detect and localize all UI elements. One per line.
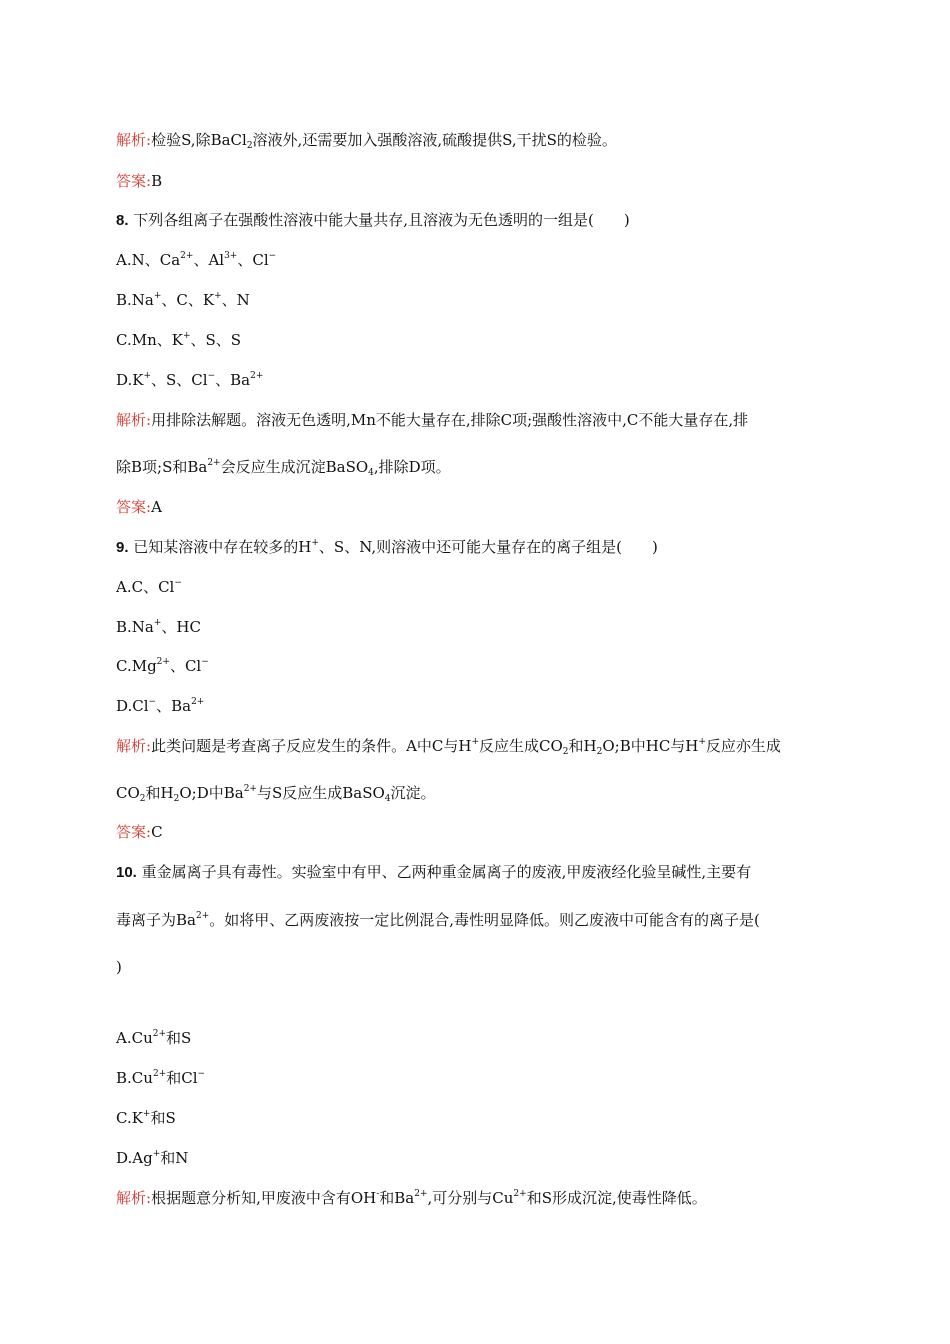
superscript: + (311, 538, 319, 548)
text-run: C (151, 823, 163, 841)
superscript: − (174, 578, 182, 588)
text-line (116, 457, 451, 477)
question-line (116, 537, 658, 558)
option-line (116, 290, 250, 310)
option-line (116, 1068, 205, 1088)
text-run: C.Mg (116, 657, 157, 675)
superscript: − (201, 657, 209, 667)
superscript: - (376, 1189, 380, 1199)
text-run: B.Na (116, 618, 154, 636)
superscript: 2+ (250, 371, 264, 381)
text-run: 根据题意分析知,甲废液中含有OH (151, 1189, 377, 1207)
option-line (116, 696, 204, 716)
text-run: O;D中Ba (179, 784, 244, 802)
superscript: + (152, 1149, 161, 1159)
superscript: 2+ (180, 251, 194, 261)
subscript: 4 (384, 794, 391, 804)
text-run: 。如将甲、乙两废液按一定比例混合,毒性明显降低。则乙废液中可能含有的离子是( (209, 911, 760, 929)
analysis-line (116, 736, 781, 756)
option-line (116, 370, 263, 390)
subscript: 2 (562, 747, 569, 757)
answer-line (116, 822, 163, 842)
answer-line (116, 171, 162, 191)
text-run: A (151, 498, 162, 516)
text-run: 沉淀。 (390, 784, 436, 802)
subscript: 2 (173, 794, 180, 804)
answer-label: 答案: (116, 172, 152, 190)
text-run: 、S、Cl (151, 371, 208, 389)
text-run: 、C、K (161, 291, 215, 309)
text-run: C.Mn、K (116, 331, 183, 349)
text-run: 检验S,除BaCl (151, 131, 247, 149)
text-run: ,可分别与Cu (427, 1189, 514, 1207)
option-line (116, 1108, 176, 1128)
superscript: + (142, 1109, 151, 1119)
text-run: 、Ba (215, 371, 251, 389)
option-line (116, 577, 182, 597)
text-run: 反应生成CO (479, 737, 563, 755)
superscript: 2+ (243, 784, 257, 794)
analysis-line (116, 410, 748, 430)
analysis-label: 解析: (116, 131, 152, 149)
text-run: 和N (160, 1149, 189, 1167)
superscript: − (207, 371, 216, 381)
analysis-label: 解析: (116, 737, 152, 755)
text-run: 和Cl (166, 1069, 198, 1087)
question-line (116, 210, 630, 231)
text-run: 会反应生成沉淀BaSO (220, 458, 369, 476)
text-line (116, 910, 760, 930)
text-run: 重金属离子具有毒性。实验室中有甲、乙两种重金属离子的废液,甲废液经化验呈碱性,主要有 (136, 863, 752, 881)
text-run: D.Cl (116, 697, 149, 715)
option-line (116, 656, 209, 676)
text-run: 和S形成沉淀,使毒性降低。 (526, 1189, 707, 1207)
text-run: 用排除法解题。溶液无色透明,Mn不能大量存在,排除C项;强酸性溶液中,C不能大量存在,排 (151, 411, 749, 429)
text-run: 毒离子为Ba (116, 911, 196, 929)
superscript: 2+ (207, 458, 221, 468)
text-run: 、S、N,则溶液中还可能大量存在的离子组是( ) (318, 538, 658, 556)
text-run: 和H (568, 737, 597, 755)
option-line (116, 1028, 191, 1048)
answer-line (116, 497, 162, 517)
text-run: 已知某溶液中存在较多的H (128, 538, 312, 556)
superscript: 3+ (224, 251, 238, 261)
superscript: + (153, 618, 162, 628)
analysis-label: 解析: (116, 1189, 152, 1207)
text-run: 和S (150, 1109, 176, 1127)
answer-label: 答案: (116, 823, 152, 841)
superscript: 2+ (195, 911, 210, 921)
superscript: + (214, 291, 222, 301)
superscript: − (197, 1069, 206, 1079)
text-run: 和H (145, 784, 174, 802)
text-run: ) (116, 958, 122, 976)
text-line (116, 783, 436, 803)
question-number: 9. (116, 539, 129, 556)
analysis-label: 解析: (116, 411, 152, 429)
text-run: 和S (166, 1029, 192, 1047)
option-line (116, 250, 276, 270)
text-run: CO (116, 784, 140, 802)
superscript: + (698, 737, 706, 747)
analysis-line (116, 1188, 707, 1208)
text-run: D.K (116, 371, 144, 389)
text-run: 、Ba (156, 697, 192, 715)
subscript: 2 (139, 794, 146, 804)
text-run: 、Cl (237, 251, 269, 269)
text-run: 和Ba (379, 1189, 415, 1207)
text-run: 、Al (193, 251, 225, 269)
answer-label: 答案: (116, 498, 152, 516)
superscript: 2+ (152, 1029, 167, 1039)
superscript: + (182, 331, 191, 341)
superscript: 2+ (414, 1189, 428, 1199)
question-number: 10. (116, 864, 137, 881)
text-run: B.Cu (116, 1069, 153, 1087)
text-run: 与S反应生成BaSO (256, 784, 385, 802)
text-run: 、HC (161, 618, 201, 636)
analysis-line (116, 130, 617, 150)
question-number: 8. (116, 212, 129, 229)
superscript: 2+ (156, 657, 170, 667)
option-line (116, 330, 241, 350)
text-run: 反应亦生成 (705, 737, 781, 755)
superscript: + (143, 371, 152, 381)
text-run: D.Ag (116, 1149, 153, 1167)
text-run: 、Cl (169, 657, 202, 675)
text-run: A.N、Ca (116, 251, 181, 269)
text-run: 此类问题是考查离子反应发生的条件。A中C与H (151, 737, 472, 755)
text-run: 、N (221, 291, 250, 309)
superscript: 2+ (513, 1189, 527, 1199)
superscript: − (148, 697, 157, 707)
superscript: + (153, 291, 162, 301)
text-run: B.Na (116, 291, 154, 309)
superscript: + (471, 737, 480, 747)
text-run: A.Cu (116, 1029, 153, 1047)
option-line (116, 617, 201, 637)
text-run: 、S、S (190, 331, 242, 349)
superscript: 2+ (191, 697, 205, 707)
text-line (116, 957, 122, 977)
text-run: 溶液外,还需要加入强酸溶液,硫酸提供S,干扰S的检验。 (252, 131, 617, 149)
text-run: 除B项;S和Ba (116, 458, 208, 476)
subscript: 4 (368, 468, 374, 478)
superscript: 2+ (152, 1069, 167, 1079)
text-run: 下列各组离子在强酸性溶液中能大量共存,且溶液为无色透明的一组是( ) (128, 211, 630, 229)
question-line (116, 862, 751, 883)
text-run: B (151, 172, 163, 190)
option-line (116, 1148, 188, 1168)
subscript: 2 (246, 141, 253, 151)
text-run: C.K (116, 1109, 143, 1127)
text-run: ,排除D项。 (373, 458, 451, 476)
subscript: 2 (596, 747, 603, 757)
superscript: − (268, 251, 277, 261)
text-run: A.C、Cl (116, 578, 175, 596)
text-run: O;B中HC与H (602, 737, 699, 755)
